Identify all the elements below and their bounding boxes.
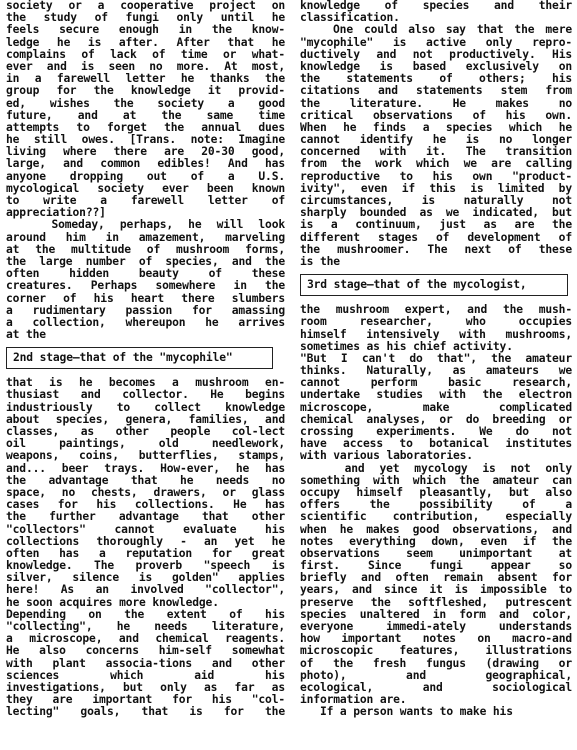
text-line: different stages of development of [300,231,572,244]
text-line: future, and at the same time [6,109,285,122]
text-line: chemical analyses, or do breeding or [300,413,572,426]
text-line: mycological society ever been known [6,182,285,195]
text-line: knowledge is based exclusively on [300,60,572,73]
text-line: cannot identify he is no longer [300,134,572,147]
text-line: If a person wants to make his [300,706,513,719]
text-line: is the [300,255,340,268]
text-line: when he makes good observations, and [300,523,572,536]
text-line: to write a farewell letter of [6,195,285,207]
left-paragraph-block-1 [6,0,285,341]
text-line: they are important for his "col- [6,694,285,707]
text-line: Depending on the extent of his [6,608,285,621]
text-line: and yet mycology is not only [300,462,572,475]
text-line: knowledge of species and their [300,0,572,12]
text-line: himself intensively with mushrooms, [300,328,572,341]
text-line: he still owes. [Trans. note: Imagine [6,134,285,147]
text-line: "mycophile" is active only repro- [300,36,572,49]
text-line: notes everything down, even if the [300,535,572,548]
text-line: He also concerns him-self somewhat [6,645,285,658]
text-line: ductively and not productively. His [300,48,572,61]
text-line: sometimes as his chief activity. [300,340,513,353]
text-line: occupy himself pleasantly, but also [300,486,572,499]
text-line: oil paintings, old needlework, [6,438,285,451]
text-line: the further advantage that other [6,511,285,524]
text-line: how important notes on macro-and [300,633,572,646]
text-line: have access to botanical institutes [300,438,572,451]
text-line: classification. [300,12,400,25]
text-line: When he finds a species which he [300,121,572,134]
text-line: corner of his heart there slumbers [6,292,285,305]
text-line: the study of fungi only until he [6,12,285,25]
text-line: living where there are 20-30 good, [6,146,285,159]
text-line: and... beer trays. How-ever, he has [6,462,285,475]
text-line: group for the knowledge it provid- [6,85,285,98]
text-line: undertake studies with the electron [300,389,572,402]
text-line: information are. [300,694,407,707]
text-line: sharply bounded as we indicated, but [300,207,572,220]
text-line: the large number of species, and the [6,255,285,268]
text-line: the statements of others; his [300,73,572,86]
text-line: circumstances, is naturally not [300,195,572,207]
text-line: around him in amazement, marveling [6,231,285,244]
text-line: concerned with it. The transition [300,146,572,159]
text-line: Someday, perhaps, he will look [6,219,285,232]
text-line: with various laboratories. [300,450,473,463]
text-line: microscope, make complicated [300,401,572,414]
text-line: the advantage that he needs no [6,474,285,487]
right-paragraph-block-2 [300,304,572,718]
text-line: thusiast and collector. He begins [6,389,285,402]
text-line: a collection, whereupon he arrives [6,316,285,329]
text-line: often has a reputation for great [6,547,285,560]
text-line: complains of lack of time or what- [6,48,285,61]
text-line: at the [6,329,46,342]
text-line: in a farewell letter he thanks the [6,73,285,86]
text-line: large, and common edibles! And has [6,158,285,171]
text-line: society or a cooperative project on [6,0,285,12]
text-line: lecting" goals, that is for the [6,706,285,719]
text-line: creatures. Perhaps somewhere in the [6,280,285,293]
text-line: industriously to collect knowledge [6,401,285,414]
text-line: space, no chests, drawers, or glass [6,486,285,499]
text-line: with plant associa-tions and other [6,657,285,670]
text-line: collections thoroughly - an yet he [6,535,285,548]
text-line: preserve the softfleshed, putrescent [300,596,572,609]
text-line: everyone immedi-ately understands [300,621,572,633]
text-line: first. Since fungi appear so [300,560,572,573]
text-line: knowledge. The proverb "speech is [6,560,285,573]
left-paragraph-block-2 [6,377,285,718]
text-line: weapons, coins, butterflies, stamps, [6,450,285,463]
text-line: cases for his collections. He has [6,499,285,512]
text-line: from the work which we are calling [300,158,572,171]
text-line: at the multitude of mushroom forms, [6,243,285,256]
text-line: that is he becomes a mushroom en- [6,377,285,390]
text-line: investigations, but only as far as [6,681,285,694]
text-line: appreciation??] [6,207,106,220]
left-column [6,0,285,719]
text-line: feels secure enough in the know- [6,24,285,37]
text-line: about species, genera, families, and [6,413,285,426]
text-line: observations seem unimportant at [300,547,572,560]
text-line: ecological, and sociological [300,681,572,694]
text-line: ledge he is after. After that he [6,36,285,49]
text-line: ivity", even if this is limited by [300,182,572,195]
stage-2-callout-box: 2nd stage—that of the "mycophile" [6,347,273,369]
text-line: a microscope, and chemical reagents. [6,633,285,646]
text-line: reproductive to his own "product- [300,170,572,183]
text-line: citations and statements stem from [300,85,572,98]
text-line: silver, silence is golden" applies [6,572,285,585]
text-line: "But I can't do that", the amateur [300,352,572,365]
text-line: critical observations of his own. [300,109,572,122]
text-line: thinks. Naturally, as amateurs we [300,365,572,378]
stage-3-callout-box: 3rd stage—that of the mycologist, [300,274,568,296]
text-line: attempts to forget the annual dues [6,121,285,134]
right-column [300,0,572,719]
text-line: something with which the amateur can [300,474,572,487]
text-line: often hidden beauty of these [6,268,285,281]
text-line: a rudimentary passion for amassing [6,304,285,317]
text-line: species unaltered in form and color, [300,608,572,621]
text-line: here! As an involved "collector", [6,584,285,597]
text-line: photo), and geographical, [300,669,572,682]
right-paragraph-block-1 [300,0,572,268]
text-line: microscopic features, illustrations [300,645,572,658]
text-line: offers the possibility of a [300,499,572,512]
text-line: the literature. He makes no [300,97,572,110]
text-line: "collecting", he needs literature, [6,621,285,633]
text-line: the mushroom expert, and the mush- [300,304,572,317]
text-line: sciences which aid his [6,669,285,682]
text-line: crossing experiments. We do not [300,426,572,438]
text-line: is a continuum, just as are the [300,219,572,232]
text-line: the mushroomer. The next of these [300,243,572,256]
text-line: anyone dropping out of a U.S. [6,170,285,183]
text-line: cannot perform basic research, [300,377,572,390]
text-line: scientific contribution, especially [300,511,572,524]
text-line: he soon acquires more knowledge. [6,596,219,609]
text-line: classes, as other people col-lect [6,426,285,438]
text-line: One could also say that the mere [300,24,572,37]
text-line: room researcher, who occupies [300,316,572,329]
text-line: ed, wishes the society a good [6,97,285,110]
text-line: briefly and often remain absent for [300,572,572,585]
text-line: of the fresh fungus (drawing or [300,657,572,670]
text-line: ever and is seen no more. At most, [6,60,285,73]
text-line: "collectors" cannot evaluate his [6,523,285,536]
text-line: years, and since it is impossible to [300,584,572,597]
